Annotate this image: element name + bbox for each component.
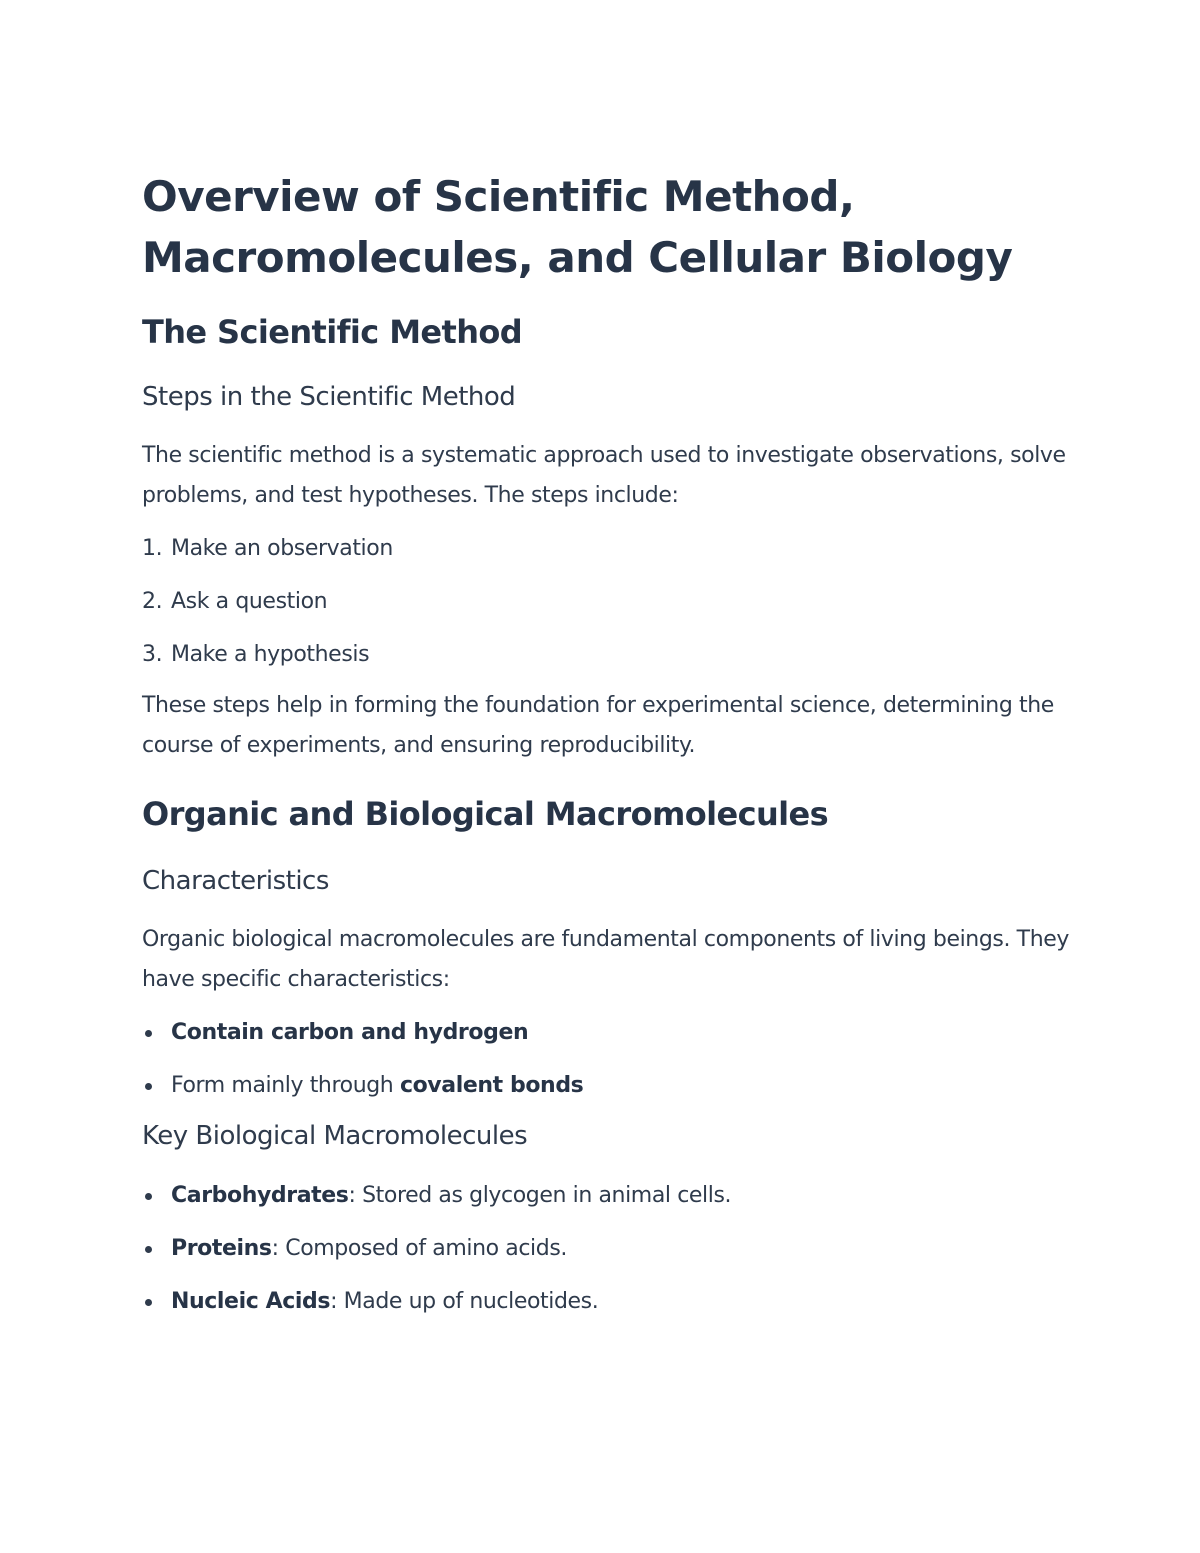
bullet-icon	[145, 1083, 152, 1090]
paragraph-scientific-method-intro: The scientific method is a systematic approach used to investigate observations, solve problems, and test hypotheses. The steps include:	[142, 443, 1066, 508]
list-number: 3.	[142, 642, 163, 667]
list-item	[142, 1287, 1072, 1317]
list-item-text: Make an observation	[171, 536, 393, 561]
paragraph-scientific-method-outro: These steps help in forming the foundation for experimental science, determining the course of experiments, and ensuring reproducibility.	[142, 693, 1054, 758]
list-item	[142, 640, 1072, 670]
subheading-steps: Steps in the Scientific Method	[142, 382, 516, 412]
steps-list	[142, 534, 1072, 670]
list-item-bold-text: covalent bonds	[399, 1073, 584, 1098]
list-item	[142, 587, 1072, 617]
list-item	[142, 534, 1072, 564]
term: Carbohydrates	[171, 1183, 349, 1208]
document-page	[142, 166, 1072, 1340]
term-description: : Made up of nucleotides.	[330, 1289, 599, 1314]
term: Proteins	[171, 1236, 272, 1261]
bullet-icon	[145, 1246, 152, 1253]
list-item	[142, 1181, 1072, 1211]
bullet-icon	[145, 1030, 152, 1037]
section-heading-scientific-method: The Scientific Method	[142, 313, 523, 351]
list-item-bold-text: Contain carbon and hydrogen	[171, 1020, 529, 1045]
subheading-characteristics: Characteristics	[142, 866, 329, 896]
section-heading-macromolecules: Organic and Biological Macromolecules	[142, 795, 829, 833]
list-item	[142, 1018, 1072, 1048]
bullet-icon	[145, 1299, 152, 1306]
list-number: 1.	[142, 536, 163, 561]
list-item	[142, 1234, 1072, 1264]
page-title: Overview of Scientific Method, Macromolecules, and Cellular Biology	[142, 172, 1013, 282]
list-item	[142, 1071, 1072, 1101]
list-number: 2.	[142, 589, 163, 614]
term-description: : Composed of amino acids.	[271, 1236, 567, 1261]
list-item-text: Make a hypothesis	[171, 642, 370, 667]
list-item-text: Ask a question	[171, 589, 328, 614]
term-description: : Stored as glycogen in animal cells.	[348, 1183, 732, 1208]
paragraph-macromolecules-intro: Organic biological macromolecules are fundamental components of living beings. They have specific characteristics:	[142, 927, 1069, 992]
list-item-text: Form mainly through	[171, 1073, 400, 1098]
term: Nucleic Acids	[171, 1289, 331, 1314]
bullet-icon	[145, 1193, 152, 1200]
macromolecules-list	[142, 1181, 1072, 1317]
subheading-key-macromolecules: Key Biological Macromolecules	[142, 1121, 528, 1151]
characteristics-list	[142, 1018, 1072, 1101]
